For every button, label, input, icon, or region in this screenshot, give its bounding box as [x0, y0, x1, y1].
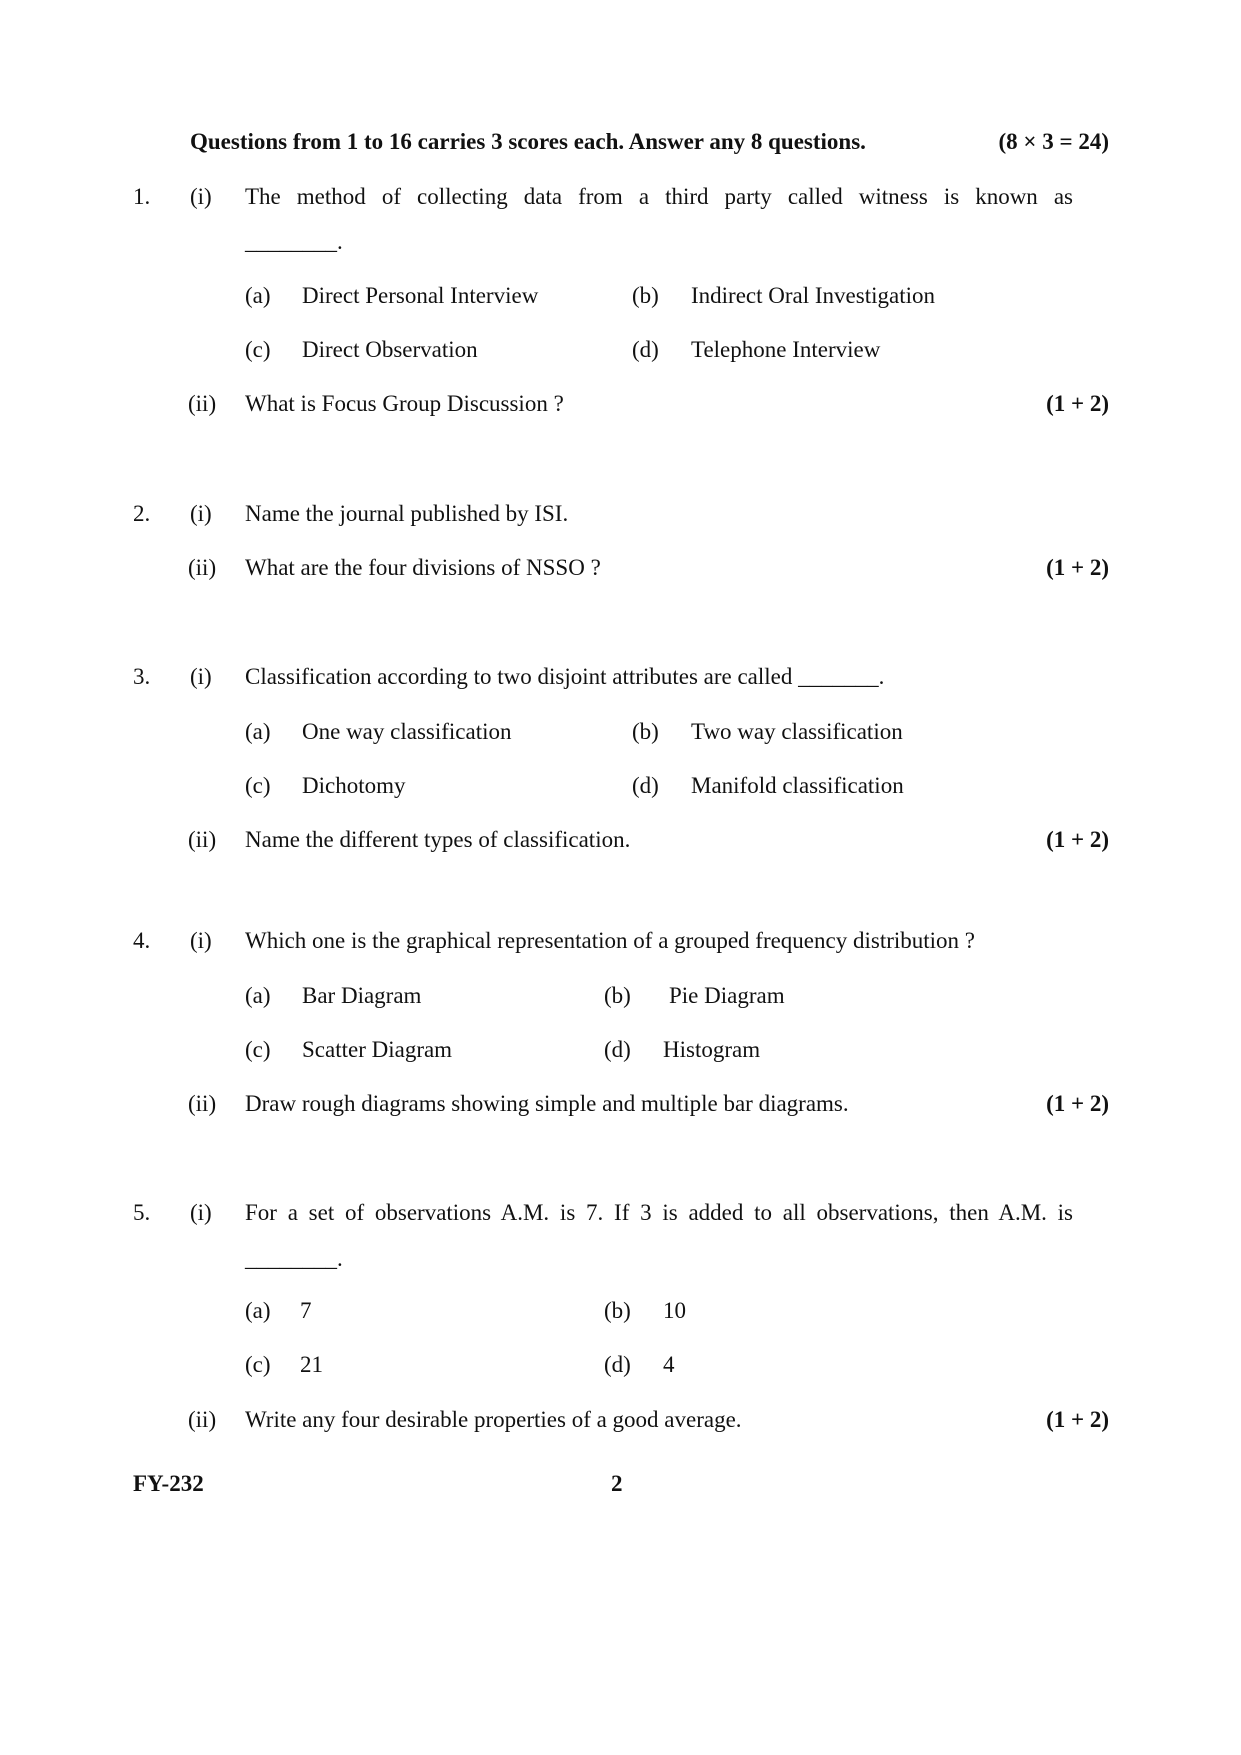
question-number: 2. — [133, 501, 151, 526]
option-text: Bar Diagram — [302, 983, 422, 1008]
marks-allocation: (1 + 2) — [1046, 555, 1109, 580]
option-text: Scatter Diagram — [302, 1037, 453, 1062]
option-row — [245, 1036, 1005, 1076]
option-text: 10 — [663, 1298, 686, 1323]
question-text: Write any four desirable properties of a good average. — [245, 1407, 742, 1432]
option-label: (d) — [632, 773, 659, 798]
option-label: (b) — [604, 983, 631, 1008]
part-label: (ii) — [188, 827, 217, 852]
option-label: (b) — [632, 283, 659, 308]
page-number: 2 — [611, 1471, 623, 1496]
part-label: (i) — [190, 1200, 212, 1225]
option-label: (c) — [245, 773, 271, 798]
part-label: (i) — [190, 501, 212, 526]
option-label: (a) — [245, 283, 271, 308]
option-row — [245, 282, 1005, 322]
marks-allocation: (1 + 2) — [1046, 827, 1109, 852]
option-text: Direct Observation — [302, 337, 478, 362]
option-row — [245, 336, 1005, 376]
instruction-text: Questions from 1 to 16 carries 3 scores each. Answer any 8 questions. — [190, 129, 866, 154]
paper-code: FY-232 — [133, 1471, 204, 1496]
total-marks: (8 × 3 = 24) — [998, 129, 1109, 154]
question-number: 5. — [133, 1200, 151, 1225]
question-text: The method of collecting data from a third party called witness is known as — [245, 184, 1073, 209]
option-text: 4 — [663, 1352, 675, 1377]
question-text: Name the journal published by ISI. — [245, 501, 569, 526]
option-label: (a) — [245, 719, 271, 744]
question-text: Classification according to two disjoint attributes are called _______. — [245, 664, 885, 689]
question-text: Name the different types of classification. — [245, 827, 631, 852]
answer-blank: ________. — [245, 1246, 343, 1271]
question-text: What is Focus Group Discussion ? — [245, 391, 564, 416]
answer-blank: ________. — [245, 229, 343, 254]
part-label: (i) — [190, 928, 212, 953]
option-row — [245, 1351, 1005, 1391]
question-number: 1. — [133, 184, 151, 209]
option-text: Histogram — [663, 1037, 761, 1062]
option-row — [245, 718, 1005, 758]
part-label: (ii) — [188, 1407, 217, 1432]
question-text: What are the four divisions of NSSO ? — [245, 555, 601, 580]
part-label: (ii) — [188, 1091, 217, 1116]
option-label: (c) — [245, 337, 271, 362]
option-label: (d) — [604, 1037, 631, 1062]
option-text: 21 — [300, 1352, 323, 1377]
option-text: Two way classification — [691, 719, 903, 744]
question-number: 3. — [133, 664, 151, 689]
option-text: Pie Diagram — [669, 983, 785, 1008]
option-text: Dichotomy — [302, 773, 406, 798]
question-number: 4. — [133, 928, 151, 953]
part-label: (ii) — [188, 555, 217, 580]
option-label: (d) — [604, 1352, 631, 1377]
question-text: For a set of observations A.M. is 7. If 3 is added to all observations, then A.M. is — [245, 1200, 1073, 1225]
option-row — [245, 772, 1005, 812]
option-label: (c) — [245, 1352, 271, 1377]
option-label: (a) — [245, 983, 271, 1008]
option-label: (c) — [245, 1037, 271, 1062]
question-text: Which one is the graphical representation of a grouped frequency distribution ? — [245, 928, 975, 953]
marks-allocation: (1 + 2) — [1046, 391, 1109, 416]
option-label: (b) — [632, 719, 659, 744]
option-label: (b) — [604, 1298, 631, 1323]
marks-allocation: (1 + 2) — [1046, 1407, 1109, 1432]
part-label: (i) — [190, 184, 212, 209]
option-label: (a) — [245, 1298, 271, 1323]
marks-allocation: (1 + 2) — [1046, 1091, 1109, 1116]
option-text: One way classification — [302, 719, 512, 744]
question-text: Draw rough diagrams showing simple and multiple bar diagrams. — [245, 1091, 849, 1116]
part-label: (ii) — [188, 391, 217, 416]
option-row — [245, 1297, 1005, 1337]
option-text: Manifold classification — [691, 773, 904, 798]
option-text: 7 — [300, 1298, 312, 1323]
part-label: (i) — [190, 664, 212, 689]
option-label: (d) — [632, 337, 659, 362]
option-text: Indirect Oral Investigation — [691, 283, 935, 308]
option-text: Telephone Interview — [691, 337, 881, 362]
option-text: Direct Personal Interview — [302, 283, 539, 308]
option-row — [245, 982, 1005, 1022]
